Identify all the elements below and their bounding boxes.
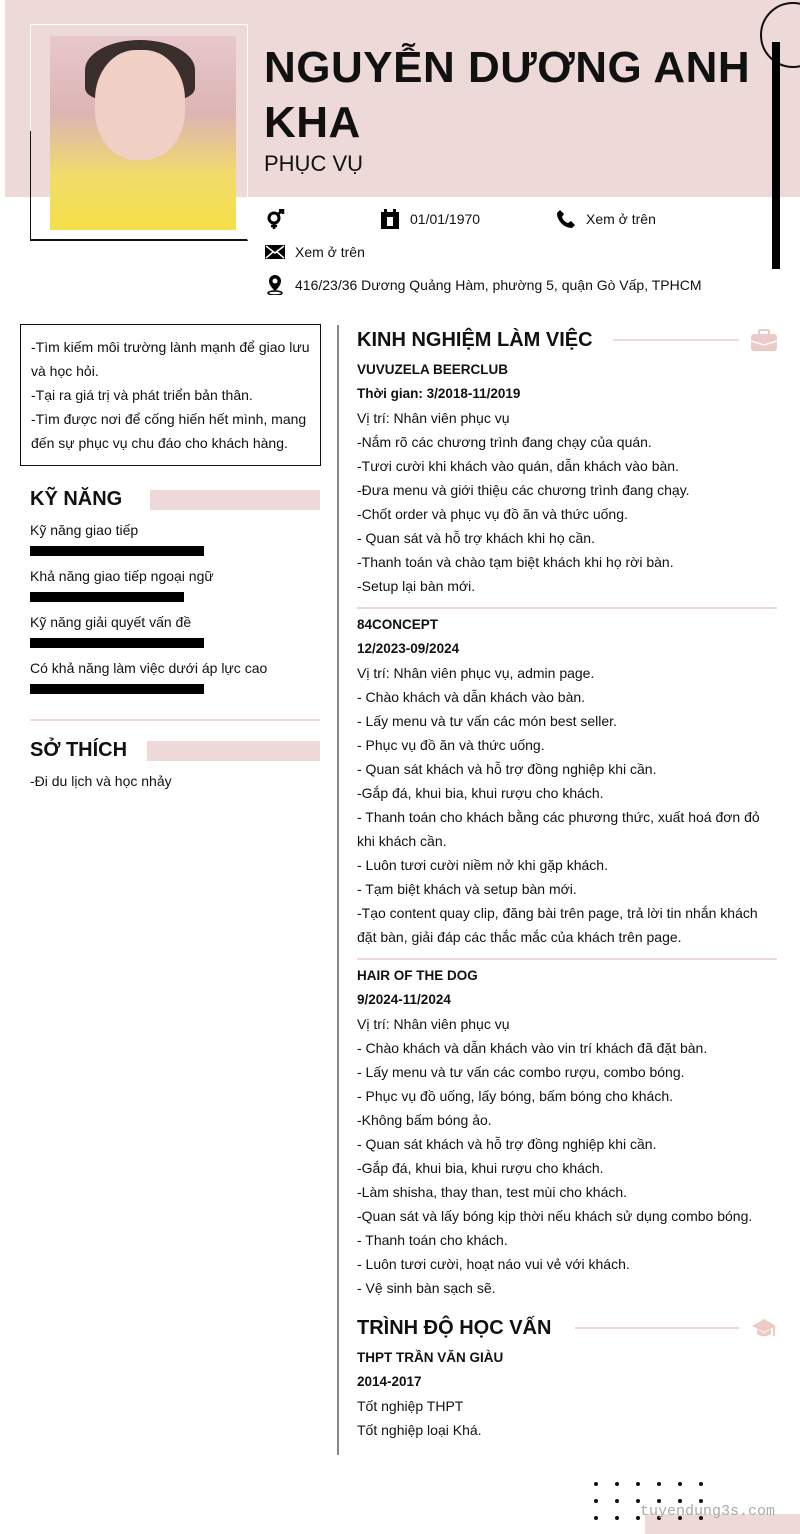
email-value: Xem ở trên — [295, 244, 365, 260]
skill-bar — [30, 592, 320, 602]
job-line: - Tạm biệt khách và setup bàn mới. — [357, 881, 577, 897]
job-line: - Thanh toán cho khách. — [357, 1232, 508, 1248]
objective-line: -Tìm được nơi để cống hiến hết mình, mang đến sự phục vụ chu đáo cho khách hàng. — [31, 411, 307, 451]
skill-level-fill — [30, 592, 184, 602]
dot — [594, 1499, 598, 1503]
job-company: VUVUZELA BEERCLUB — [357, 362, 509, 377]
dot — [594, 1516, 598, 1520]
job-line: -Gắp đá, khui bia, khui rượu cho khách. — [357, 785, 604, 801]
job-line: - Chào khách và dẫn khách vào bàn. — [357, 689, 586, 705]
job-line: - Luôn tươi cười niềm nở khi gặp khách. — [357, 857, 608, 873]
phone-row — [556, 208, 656, 230]
dot — [678, 1482, 682, 1486]
skill-bar — [30, 546, 320, 556]
education-heading — [357, 1314, 777, 1342]
job-line: - Quan sát và hỗ trợ khách khi họ cần. — [357, 530, 595, 546]
job-company: HAIR OF THE DOG — [357, 968, 478, 983]
dot — [615, 1516, 619, 1520]
career-objective — [20, 324, 321, 466]
email-row — [265, 241, 365, 263]
job-line: - Lấy menu và tư vấn các món best seller. — [357, 713, 617, 729]
job-line: -Quan sát và lấy bóng kịp thời nếu khách sử dụng combo bóng. — [357, 1208, 753, 1224]
phone-icon — [556, 209, 576, 229]
address-value: 416/23/36 Dương Quảng Hàm, phường 5, quận Gò Vấp, TPHCM — [295, 277, 702, 293]
education-line: Tốt nghiệp loại Khá. — [357, 1422, 482, 1438]
gender-icon — [265, 209, 285, 229]
job-line: - Chào khách và dẫn khách vào vin trí khách đã đặt bàn. — [357, 1040, 708, 1056]
job-period: Thời gian: 3/2018-11/2019 — [357, 386, 521, 401]
education-line: Tốt nghiệp THPT — [357, 1398, 464, 1414]
graduation-cap-icon — [751, 1318, 777, 1338]
skill-label: Khả năng giao tiếp ngoại ngữ — [30, 568, 214, 584]
heading-accent-bar — [150, 490, 320, 510]
skill-label: Kỹ năng giao tiếp — [30, 522, 139, 538]
calendar-icon — [380, 209, 400, 229]
job-line: -Không bấm bóng ảo. — [357, 1112, 492, 1128]
job-line: Vị trí: Nhân viên phục vụ — [357, 1016, 510, 1032]
objective-line: -Tại ra giá trị và phát triển bản thân. — [31, 387, 253, 403]
skill-level-fill — [30, 546, 204, 556]
dot — [615, 1482, 619, 1486]
job-line: - Quan sát khách và hỗ trợ đồng nghiệp khi cần. — [357, 1136, 657, 1152]
skill-bar — [30, 684, 320, 694]
dot — [699, 1482, 703, 1486]
dot — [636, 1482, 640, 1486]
photo-face — [95, 50, 185, 160]
hobbies-text: -Đi du lịch và học nhảy — [30, 773, 172, 789]
heading-line — [575, 1327, 739, 1329]
dot — [657, 1482, 661, 1486]
job-line: - Quan sát khách và hỗ trợ đồng nghiệp khi cần. — [357, 761, 657, 777]
location-pin-icon — [265, 275, 285, 295]
job-entry — [357, 358, 777, 609]
phone-value: Xem ở trên — [586, 211, 656, 227]
job-line: - Thanh toán cho khách bằng các phương thức, xuất hoá đơn đỏ khi khách cần. — [357, 809, 760, 849]
skill-item — [30, 522, 320, 568]
education-title: TRÌNH ĐỘ HỌC VẤN — [357, 1317, 552, 1339]
birthdate-value: 01/01/1970 — [410, 211, 481, 227]
job-entry — [357, 613, 777, 960]
job-line: Vị trí: Nhân viên phục vụ, admin page. — [357, 665, 595, 681]
job-line: - Luôn tươi cười, hoạt náo vui vẻ với khách. — [357, 1256, 630, 1272]
birthdate-row — [380, 208, 480, 230]
divider — [30, 719, 320, 721]
job-line: - Vệ sinh bàn sạch sẽ. — [357, 1280, 496, 1296]
skills-heading — [30, 488, 320, 511]
job-line: -Setup lại bàn mới. — [357, 578, 476, 594]
job-line: - Phục vụ đồ uống, lấy bóng, bấm bóng cho khách. — [357, 1088, 673, 1104]
job-line: -Chốt order và phục vụ đồ ăn và thức uống. — [357, 506, 628, 522]
dot — [615, 1499, 619, 1503]
job-line: -Làm shisha, thay than, test mùi cho khách. — [357, 1184, 628, 1200]
skill-label: Kỹ năng giải quyết vấn đề — [30, 614, 192, 630]
job-line: - Phục vụ đồ ăn và thức uống. — [357, 737, 545, 753]
job-line: -Nắm rõ các chương trình đang chạy của quán. — [357, 434, 652, 450]
skill-level-fill — [30, 638, 204, 648]
skill-item — [30, 568, 320, 614]
heading-line — [613, 339, 739, 341]
school-period: 2014-2017 — [357, 1374, 422, 1389]
candidate-role: PHỤC VỤ — [264, 151, 364, 176]
skill-item — [30, 660, 320, 706]
job-period: 12/2023-09/2024 — [357, 641, 460, 656]
decorative-bar — [772, 42, 780, 269]
job-line: -Tươi cười khi khách vào quán, dẫn khách vào bàn. — [357, 458, 679, 474]
candidate-name: NGUYỄN DƯƠNG ANH KHA — [264, 43, 751, 147]
job-company: 84CONCEPT — [357, 617, 439, 632]
job-line: - Lấy menu và tư vấn các combo rượu, combo bóng. — [357, 1064, 685, 1080]
skill-label: Có khả năng làm việc dưới áp lực cao — [30, 660, 268, 676]
job-separator — [357, 958, 777, 960]
job-line: -Đưa menu và giới thiệu các chương trình đang chạy. — [357, 482, 690, 498]
experience-list — [357, 358, 777, 1300]
envelope-icon — [265, 242, 285, 262]
column-divider — [337, 325, 339, 1455]
skill-bar — [30, 638, 320, 648]
right-column — [357, 326, 777, 1442]
school-name: THPT TRẦN VĂN GIÀU — [357, 1350, 504, 1365]
job-line: -Gắp đá, khui bia, khui rượu cho khách. — [357, 1160, 604, 1176]
heading-accent-bar — [147, 741, 320, 761]
experience-title: KINH NGHIỆM LÀM VIỆC — [357, 329, 593, 351]
gender-row — [265, 208, 295, 230]
dot — [594, 1482, 598, 1486]
hobbies-title: SỞ THÍCH — [30, 739, 128, 761]
skill-level-fill — [30, 684, 204, 694]
job-separator — [357, 607, 777, 609]
briefcase-icon — [751, 329, 777, 351]
job-period: 9/2024-11/2024 — [357, 992, 451, 1007]
job-line: -Thanh toán và chào tạm biệt khách khi họ rời bàn. — [357, 554, 674, 570]
experience-heading — [357, 326, 777, 354]
skill-item — [30, 614, 320, 660]
job-entry — [357, 964, 777, 1300]
skills-title: KỸ NĂNG — [30, 488, 123, 510]
job-line: Vị trí: Nhân viên phục vụ — [357, 410, 510, 426]
hobbies-heading — [30, 739, 320, 762]
job-line: -Tạo content quay clip, đăng bài trên page, trả lời tin nhắn khách đặt bàn, giải đáp các thắc mắc của khách trên page. — [357, 905, 758, 945]
address-row — [265, 274, 702, 296]
skills-list — [30, 522, 320, 706]
watermark: tuyendung3s.com — [640, 1503, 776, 1520]
objective-line: -Tìm kiếm môi trường lành mạnh để giao lưu và học hỏi. — [31, 339, 310, 379]
